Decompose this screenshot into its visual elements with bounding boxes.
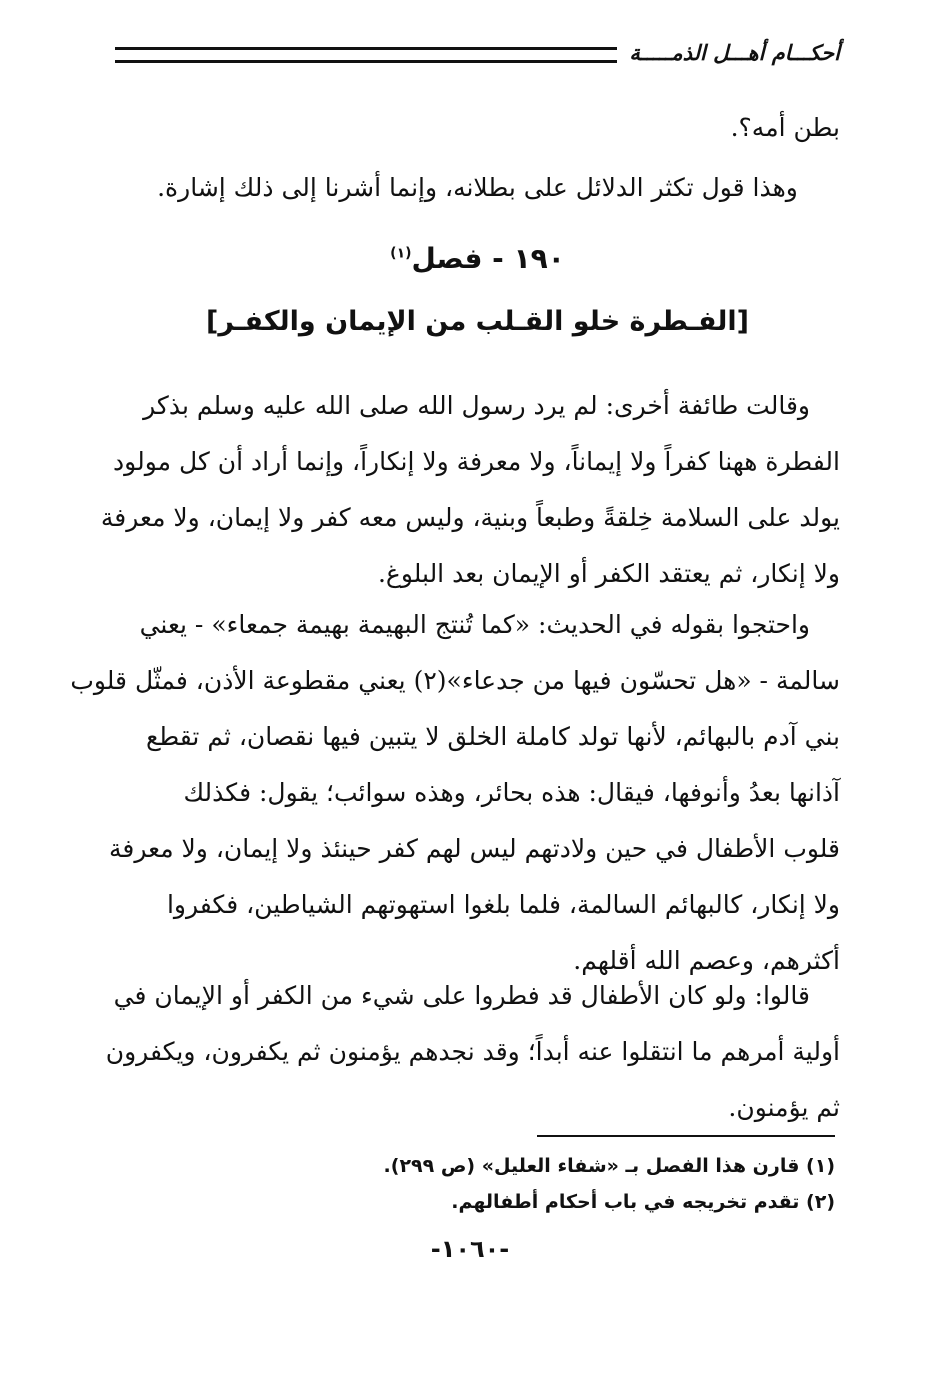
paragraph-line: ولا إنكار، ثم يعتقد الكفر أو الإيمان بعد البلوغ. (377, 559, 840, 588)
paragraph-line: ولا إنكار، كالبهائم السالمة، فلما بلغوا استهوتهم الشياطين، فكفروا (166, 890, 840, 919)
section-number-title (115, 242, 840, 275)
paragraph-line: قلوب الأطفال في حين ولادتهم ليس لهم كفر حينئذ ولا إيمان، ولا معرفة (109, 834, 840, 863)
section-title: ١٩٠ - فصل (411, 242, 565, 275)
intro-line: بطن أمه؟. (730, 113, 840, 142)
paragraph-line: يولد على السلامة خِلقةً وطبعاً وبنية، وليس معه كفر ولا إيمان، ولا معرفة (100, 503, 840, 532)
paragraph-line: أكثرهم، وعصم الله أقلهم. (573, 946, 840, 975)
paragraph-line: سالمة - «هل تحسّون فيها من جدعاء»(٢) يعني مقطوعة الأذن، فمثّل قلوب (70, 666, 840, 695)
running-header (115, 38, 840, 68)
paragraph-line: آذانها بعدُ وأنوفها، فيقال: هذه بحائر، وهذه سوائب؛ يقول: فكذلك (183, 778, 840, 807)
running-header-title: أحكـــام أهـــل الذمـــــة (629, 41, 840, 65)
footnote-separator (537, 1135, 835, 1137)
paragraph-3 (105, 968, 840, 1136)
paragraph-line: بني آدم بالبهائم، لأنها تولد كاملة الخلق لا يتبين فيها نقصان، ثم تقطع (145, 722, 840, 751)
footnotes (115, 1148, 835, 1220)
paragraph-2 (70, 597, 840, 989)
paragraph-line: أولية أمرهم ما انتقلوا عنه أبداً؛ وقد نجدهم يؤمنون ثم يكفرون، ويكفرون (105, 1037, 840, 1066)
footnote-1: (١) قارن هذا الفصل بـ «شفاء العليل» (ص ٢٩٩). (383, 1155, 835, 1177)
paragraph-line: قالوا: ولو كان الأطفال قد فطروا على شيء من الكفر أو الإيمان في (113, 981, 810, 1010)
footnote-2: (٢) تقدم تخريجه في باب أحكام أطفالهم. (451, 1191, 835, 1213)
paragraph-line: ثم يؤمنون. (728, 1093, 840, 1122)
header-double-rule (115, 47, 617, 63)
paragraph-line: واحتجوا بقوله في الحديث: «كما تُنتج البهيمة بهيمة جمعاء» - يعني (139, 610, 810, 639)
footnote-ref: (١) (390, 245, 412, 262)
paragraph-line: وقالت طائفة أخرى: لم يرد رسول الله صلى الله عليه وسلم بذكر (143, 391, 810, 420)
intro-line: وهذا قول تكثر الدلائل على بطلانه، وإنما أشرنا إلى ذلك إشارة. (157, 173, 798, 202)
intro-text (115, 100, 840, 216)
paragraph-line: الفطرة ههنا كفراً ولا إيماناً، ولا معرفة ولا إنكاراً، وإنما أراد أن كل مولود (113, 447, 840, 476)
page-number: -١٠٦٠- (430, 1235, 510, 1263)
section-subtitle: [الفـطرة خلو القـلب من الإيمان والكفـر] (206, 306, 749, 337)
paragraph-1 (100, 378, 840, 602)
